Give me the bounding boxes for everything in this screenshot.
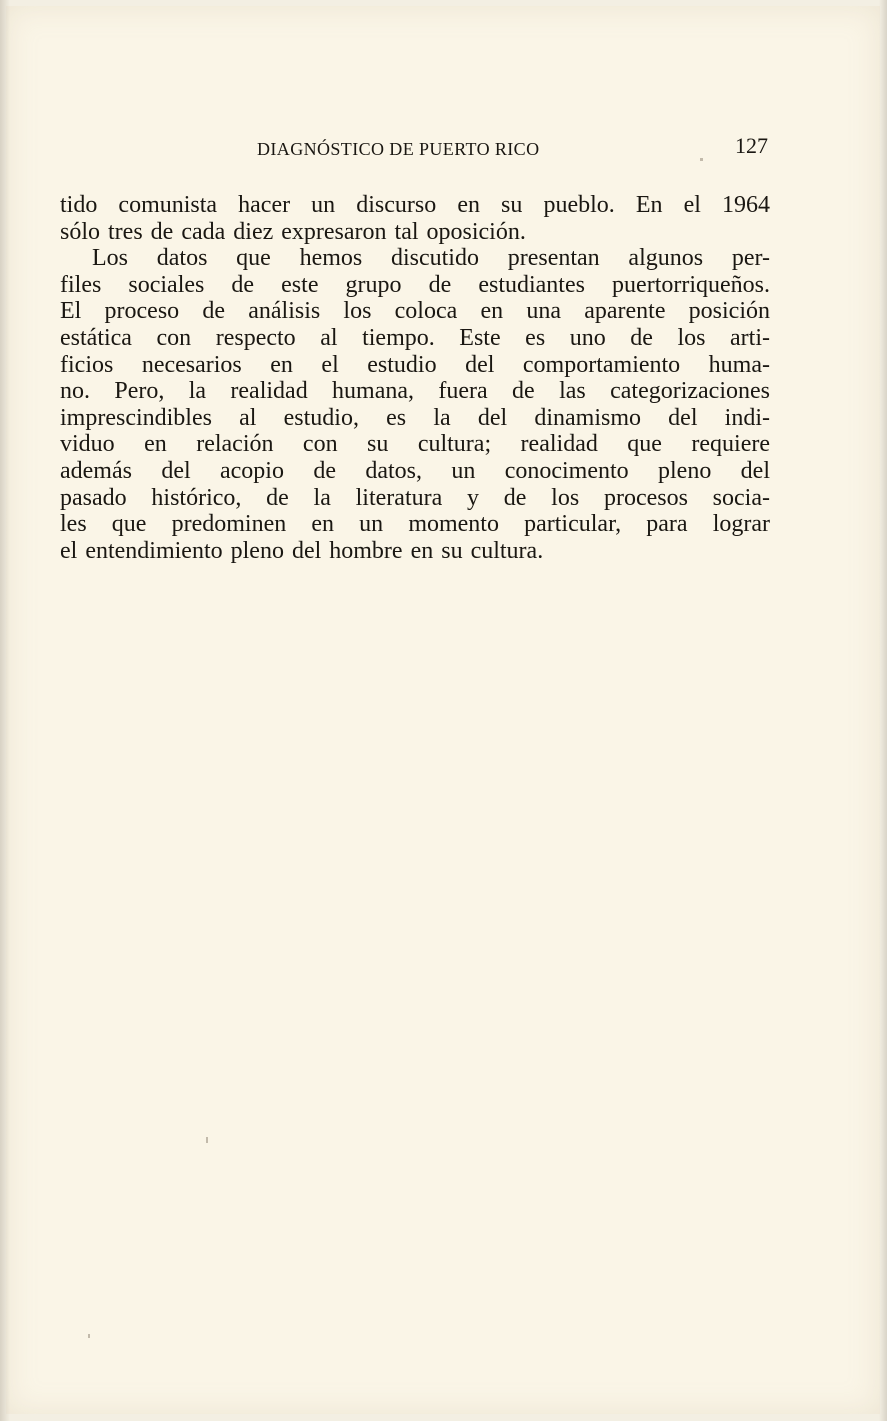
page-number: 127 <box>735 133 768 158</box>
text-line: sólo tres de cada diez expresaron tal oposición. <box>60 218 526 245</box>
text-line: tido comunista hacer un discurso en su pueblo. En el 1964 <box>60 192 770 218</box>
text-line: les que predominen en un momento particular, para lograr <box>60 511 770 538</box>
text-line: Los datos que hemos discutido presentan algunos per- <box>92 245 770 272</box>
text-line: además del acopio de datos, un conocimento pleno del <box>60 457 770 484</box>
text-line: El proceso de análisis los coloca en una aparente posición <box>60 298 770 325</box>
paper-speck <box>206 1137 208 1143</box>
text-line: el entendimiento pleno del hombre en su cultura. <box>60 537 544 564</box>
text-line: files sociales de este grupo de estudiantes puertorriqueños. <box>60 271 770 298</box>
text-line: imprescindibles al estudio, es la del dinamismo del indi- <box>60 404 770 431</box>
text-line: ficios necesarios en el estudio del comportamiento huma- <box>60 351 770 378</box>
paper-speck <box>700 158 703 161</box>
body-paragraphs <box>60 192 770 564</box>
text-line: viduo en relación con su cultura; realidad que requiere <box>60 431 770 458</box>
text-line: estática con respecto al tiempo. Este es uno de los arti- <box>60 324 770 351</box>
running-head-title: DIAGNÓSTICO DE PUERTO RICO <box>257 139 540 159</box>
page-edge-right <box>879 0 887 1421</box>
paper-speck <box>88 1334 90 1338</box>
page-edge-left <box>0 0 10 1421</box>
text-line: pasado histórico, de la literatura y de los procesos socia- <box>60 484 770 511</box>
text-line: no. Pero, la realidad humana, fuera de las categorizaciones <box>60 378 770 405</box>
